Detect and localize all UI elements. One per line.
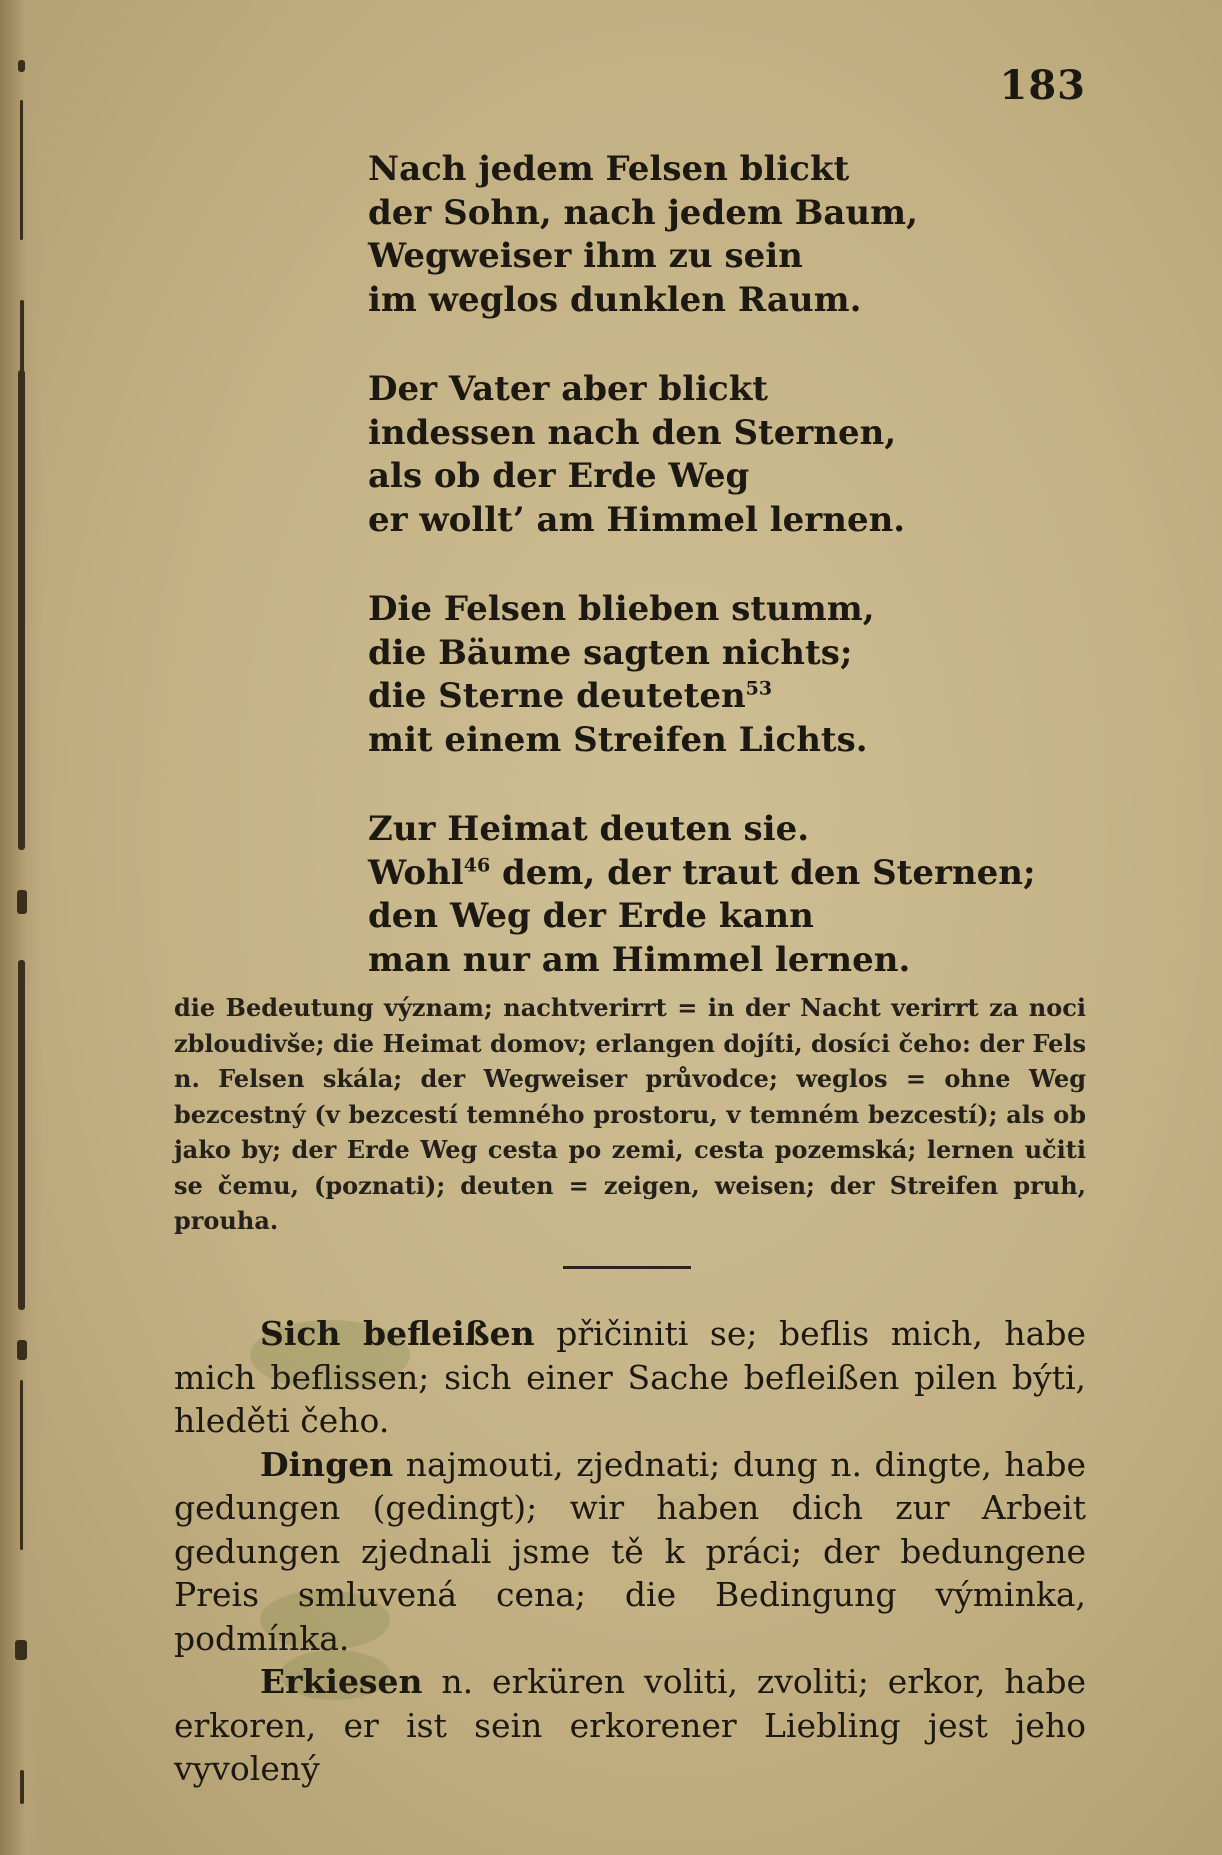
binding-mark bbox=[18, 60, 25, 72]
poem-line: Wegweiser ihm zu sein bbox=[368, 236, 803, 276]
poem-line: im weglos dunklen Raum. bbox=[368, 279, 862, 320]
binding-mark bbox=[20, 1380, 23, 1550]
poem-line-text: Wohl bbox=[368, 852, 464, 893]
poem-stanza bbox=[368, 368, 1068, 542]
poem-line: er wollt’ am Himmel lernen. bbox=[368, 499, 906, 540]
poem-line bbox=[368, 852, 1068, 896]
poem-stanza bbox=[368, 148, 1068, 322]
poem-stanza bbox=[368, 588, 1068, 762]
section-divider bbox=[563, 1266, 691, 1269]
entry-text: přičiniti se; beflis mich, habe mich beflissen; sich einer Sache befleißen pilen býti, hleděti čeho. bbox=[174, 1314, 1086, 1440]
page-number: 183 bbox=[999, 62, 1086, 109]
poem-line: die Bäume sagten nichts; bbox=[368, 632, 853, 673]
poem-line: Zur Heimat deuten sie. bbox=[368, 809, 810, 849]
binding-mark bbox=[17, 890, 27, 914]
poem-line: als ob der Erde Weg bbox=[368, 456, 750, 496]
binding-mark bbox=[20, 100, 23, 240]
poem-line: der Sohn, nach jedem Baum, bbox=[368, 192, 918, 233]
poem-line-text: die Sterne deuteten bbox=[368, 676, 746, 716]
poem bbox=[368, 148, 1068, 1028]
binding-mark bbox=[15, 1640, 27, 1660]
binding-mark bbox=[18, 370, 25, 850]
vocabulary-entry bbox=[174, 1660, 1086, 1791]
binding-mark bbox=[20, 1770, 24, 1804]
poem-line: Nach jedem Felsen blickt bbox=[368, 149, 850, 189]
poem-stanza bbox=[368, 808, 1068, 982]
vocabulary-entry bbox=[174, 1443, 1086, 1661]
poem-line bbox=[368, 675, 1068, 719]
poem-line: indessen nach den Sternen, bbox=[368, 412, 897, 453]
poem-line: man nur am Himmel lernen. bbox=[368, 939, 911, 980]
entry-headword: Sich befleißen bbox=[260, 1314, 535, 1353]
entry-text: n. erküren voliti, zvoliti; erkor, habe erkoren, er ist sein erkorener Liebling jest jeho vyvolený bbox=[174, 1662, 1086, 1788]
entry-text: najmouti, zjednati; dung n. dingte, habe gedungen (gedingt); wir haben dich zur Arbeit gedungen zjednali jsme tě k práci; der bedungene Preis smluvená cena; die Bedingung výminka, podmínka. bbox=[174, 1444, 1086, 1658]
footnote-ref: 53 bbox=[745, 677, 773, 700]
poem-line: Die Felsen blieben stumm, bbox=[368, 589, 875, 629]
poem-line-text: dem, der traut den Sternen; bbox=[490, 852, 1036, 893]
poem-line: mit einem Streifen Lichts. bbox=[368, 719, 868, 760]
vocabulary-entry bbox=[174, 1312, 1086, 1443]
binding-edge bbox=[0, 0, 44, 1855]
poem-line: den Weg der Erde kann bbox=[368, 896, 814, 936]
entry-headword: Dingen bbox=[260, 1444, 394, 1484]
footnote-ref: 46 bbox=[463, 854, 491, 877]
poem-line: Der Vater aber blickt bbox=[368, 369, 768, 409]
entry-headword: Erkiesen bbox=[260, 1662, 423, 1701]
binding-mark bbox=[18, 960, 25, 1310]
glossary-note: die Bedeutung význam; nachtverirrt = in der Nacht verirrt za noci zbloudivše; die Heimat domov; erlangen dojíti, dosíci čeho: der Fels n. Felsen skála; der Wegweiser průvodce; weglos = ohne Weg bezcestný (v bezcestí temného prostoru, v temném bezcestí); als ob jako by; der Erde Weg cesta po zemi, cesta pozemská; lernen učiti se čemu, (poznati); deuten = zeigen, weisen; der Streifen pruh, prouha. bbox=[174, 993, 1086, 1235]
vocabulary-section bbox=[174, 1312, 1086, 1791]
binding-mark bbox=[17, 1340, 27, 1360]
